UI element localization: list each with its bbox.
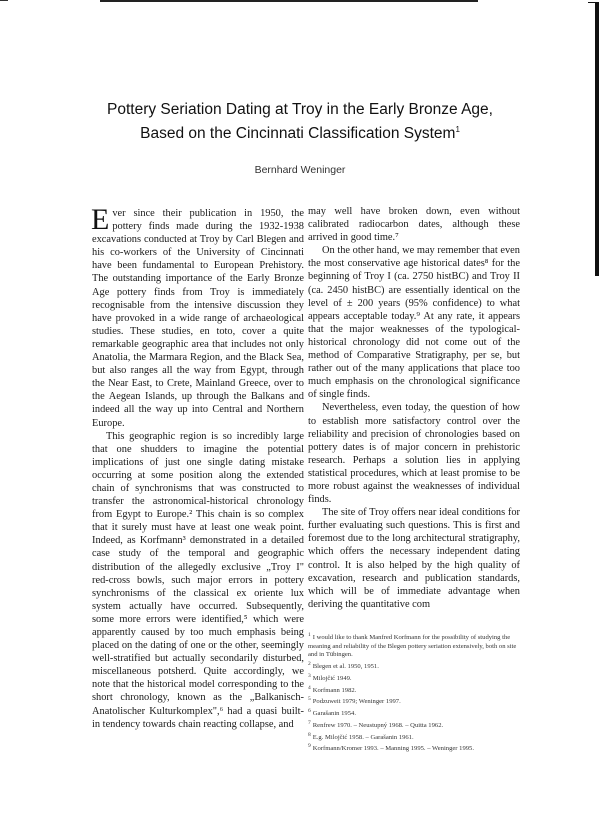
paragraph: may well have broken down, even without calibrated radiocarbon dates, although these arrived in good time.⁷	[308, 206, 520, 244]
footnote: $^2$ Blegen et al. 1950, 1951.	[308, 660, 379, 671]
scan-artifact-top-left	[0, 0, 8, 1]
paragraph: Nevertheless, even today, the question of how to establish more satisfactory control over the reliability and precision of chronologies based on pottery dates is of major concern in prehistoric research. Perhaps a solution lies in applying statistical procedures, which at least promise to be more robust against the weaknesses of individual finds.	[308, 402, 520, 506]
footnote: $^5$ Podzuweit 1979; Weninger 1997.	[308, 696, 401, 706]
title-footnote-mark: 1	[455, 125, 460, 134]
footnote: $^6$ Garašanin 1954.	[308, 708, 356, 718]
scan-artifact-right-edge	[595, 2, 599, 276]
footnote: $^4$ Korfmann 1982.	[308, 684, 357, 694]
paragraph: Ever since their publication in 1950, the pottery finds made during the 1932-1938 excavations conducted at Troy by Carl Blegen and his co-workers of the University of Cincinnati have been fundamental to European Prehistory. The outstanding importance of the Early Bronze Age pottery finds from Troy is immediately recognisable from the intensive discussion they have provoked in a wide range of archaeological studies. These studies, en toto, cover a quite remarkable geographic area that includes not only Anatolia, the Marmara Region, and the Black Sea, but also ranges all the way from Egypt, through the Near East, to Crete, Mainland Greece, over to the Aegean Islands, up through the Balkans and indeed all the way up into Central and Northern Europe.	[91, 203, 304, 429]
body-column-right	[308, 205, 520, 611]
footnote: $^1$ I would like to thank Manfred Korfmann for the possibility of studying the meaning and reliability of the Blegen pottery seriation extensively, both on site and in Tübingen.	[308, 632, 517, 659]
footnote: $^7$ Renfrew 1970. – Neustupný 1968. – Quitta 1962.	[308, 719, 444, 730]
scan-artifact-top-edge	[100, 0, 478, 2]
drop-cap: E	[91, 203, 110, 236]
footnote: $^8$ E.g. Milojčić 1958. – Garašanin 1961.	[308, 731, 414, 741]
footnote: $^9$ Korfmann/Kromer 1993. – Manning 1995. – Weninger 1995.	[308, 743, 474, 753]
body-column-left	[91, 203, 304, 731]
paragraph: This geographic region is so incredibly large that one shudders to imagine the potential implications of just one single dating mistake occurring at some position along the extended chain of synchronisms that was constructed to transfer the astronomical-historical chronology from Egypt to Europe.² This chain is so complex that it surely must have at least one weak point. Indeed, as Korfmann³ demonstrated in a detailed case study of the temporal and geographic distribution of the allegedly exclusive „Troy I" red-cross bowls, such major errors in pottery synchronisms of the classical ex oriente lux system actually have occurred. Subsequently, some more errors were identified,⁵ which were apparently caused by too much emphasis being placed on the dating of one or the other, seemingly well-stratified but actually secondarily disturbed, miscellaneous potsherd. Quite accordingly, we note that the historical model corresponding to the short chronology, known as the „Balkanisch-Anatolischer Kulturkomplex",⁶ had a quasi built-in tendency towards chain reacting collapse, and	[92, 430, 304, 730]
footnotes	[308, 631, 522, 754]
article-title	[30, 100, 570, 144]
author-name: Bernhard Weninger	[254, 164, 346, 176]
paragraph: On the other hand, we may remember that even the most conservative age historical dates⁸ for the beginning of Troy I (ca. 2750 histBC) and Troy II (ca. 2450 histBC) are essentially identical on the level of ± 200 years (95% confidence) to what appears acceptable today.⁹ At any rate, it appears that the major weaknesses of the typological-historical chronology did not come out of the method of Comparative Stratigraphy, per se, but rather out of the many applications that place too much emphasis on the chronological significance of single finds.	[308, 245, 520, 401]
title-line-1: Pottery Seriation Dating at Troy in the Early Bronze Age,	[107, 101, 493, 118]
footnote: $^3$ Milojčić 1949.	[308, 672, 352, 682]
paragraph: The site of Troy offers near ideal conditions for further evaluating such questions. This is first and foremost due to the long architectural stratigraphy, which offers the necessary independent dating control. It is also helped by the high quality of excavation, research and publication standards, which will be of immediate advantage when deriving the quantitative com	[308, 507, 520, 610]
title-line-2: Based on the Cincinnati Classification System$^1$	[140, 125, 460, 143]
